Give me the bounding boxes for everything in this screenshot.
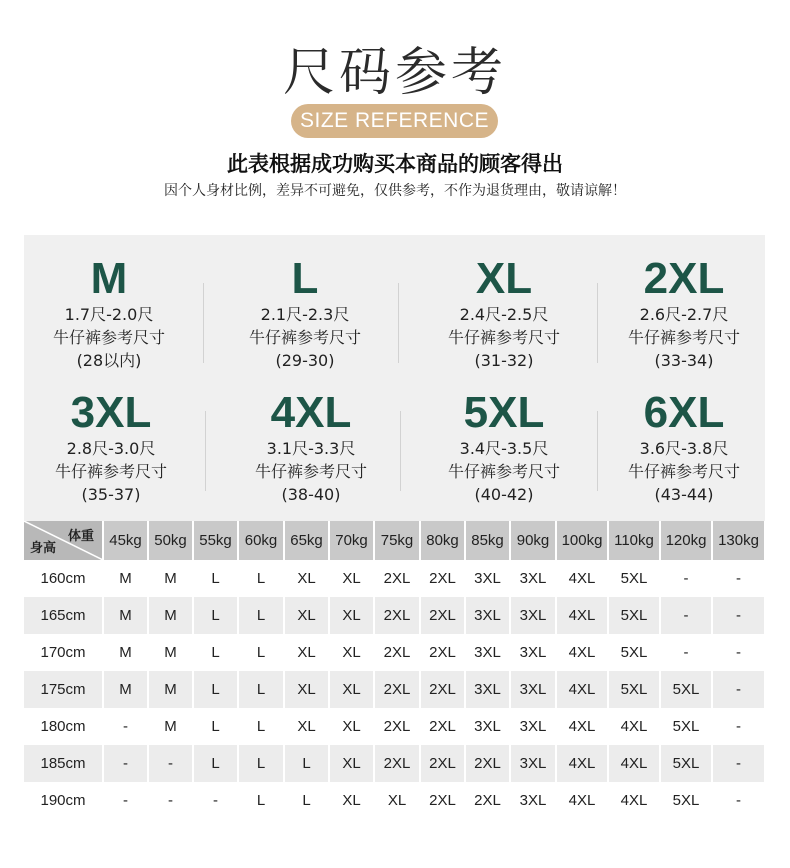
- size-cell: XL: [284, 671, 329, 708]
- size-cell: XL: [329, 671, 374, 708]
- size-ref: (33-34): [654, 351, 714, 370]
- size-cell: M: [103, 597, 148, 634]
- size-range: 2.4尺-2.5尺: [459, 305, 549, 324]
- size-range: 2.8尺-3.0尺: [66, 439, 156, 458]
- size-cell: -: [148, 782, 193, 819]
- size-ref: (28以内): [76, 351, 142, 370]
- size-cell: XL: [284, 597, 329, 634]
- size-cell: -: [148, 745, 193, 782]
- size-cell: 4XL: [556, 745, 608, 782]
- size-cell: 3XL: [465, 597, 510, 634]
- size-desc: 牛仔裤参考尺寸: [447, 462, 560, 481]
- size-cell: M: [103, 634, 148, 671]
- weight-header: 100kg: [556, 521, 608, 560]
- size-name: 6XL: [643, 388, 725, 437]
- weight-header: 90kg: [510, 521, 556, 560]
- size-range: 3.1尺-3.3尺: [266, 439, 356, 458]
- size-name: 5XL: [463, 388, 545, 437]
- size-cell: 3XL: [510, 560, 556, 597]
- size-cell: 2XL: [374, 671, 420, 708]
- size-cell: M: [103, 560, 148, 597]
- size-cell: L: [238, 597, 284, 634]
- size-cell: 2XL: [420, 708, 465, 745]
- size-cell: 2XL: [420, 634, 465, 671]
- size-cell: 2XL: [465, 745, 510, 782]
- size-cell: 3XL: [510, 597, 556, 634]
- size-cell: -: [712, 560, 765, 597]
- weight-header: 70kg: [329, 521, 374, 560]
- size-cell: L: [193, 634, 238, 671]
- size-cell: 3XL: [510, 782, 556, 819]
- size-name: XL: [475, 254, 533, 303]
- size-cell: -: [712, 782, 765, 819]
- size-cell: -: [712, 597, 765, 634]
- size-cell: -: [660, 560, 712, 597]
- size-cell: L: [238, 671, 284, 708]
- size-card: [594, 255, 774, 372]
- size-cell: -: [712, 671, 765, 708]
- size-ref: (38-40): [281, 485, 341, 504]
- size-cell: 4XL: [556, 708, 608, 745]
- size-cell: 5XL: [660, 782, 712, 819]
- size-cell: M: [148, 671, 193, 708]
- size-cell: 2XL: [420, 597, 465, 634]
- size-name: L: [291, 254, 319, 303]
- weight-header: 65kg: [284, 521, 329, 560]
- subtitle: 此表根据成功购买本商品的顾客得出: [227, 152, 563, 176]
- size-cell: 5XL: [608, 597, 660, 634]
- size-cell: M: [148, 560, 193, 597]
- size-name: M: [90, 254, 128, 303]
- size-cell: 2XL: [465, 782, 510, 819]
- size-cell: 2XL: [420, 782, 465, 819]
- size-cell: 2XL: [374, 634, 420, 671]
- size-name: 3XL: [70, 388, 152, 437]
- size-card: [414, 389, 594, 506]
- size-table-body: [24, 560, 765, 819]
- weight-header: 120kg: [660, 521, 712, 560]
- size-cell: L: [238, 745, 284, 782]
- weight-header: 75kg: [374, 521, 420, 560]
- size-range: 2.1尺-2.3尺: [260, 305, 350, 324]
- height-cell: 160cm: [24, 560, 103, 597]
- size-cell: 5XL: [660, 745, 712, 782]
- weight-header: 85kg: [465, 521, 510, 560]
- table-row: [24, 671, 765, 708]
- size-cell: L: [193, 745, 238, 782]
- size-cell: -: [660, 597, 712, 634]
- size-cell: 2XL: [374, 708, 420, 745]
- divider: [203, 283, 204, 363]
- size-cell: 5XL: [660, 708, 712, 745]
- size-cell: 4XL: [556, 597, 608, 634]
- divider: [400, 411, 401, 491]
- height-cell: 180cm: [24, 708, 103, 745]
- size-cell: M: [148, 634, 193, 671]
- size-cell: 3XL: [465, 560, 510, 597]
- size-card: [221, 389, 401, 506]
- size-cell: L: [238, 560, 284, 597]
- size-desc: 牛仔裤参考尺寸: [627, 328, 740, 347]
- height-cell: 170cm: [24, 634, 103, 671]
- height-cell: 175cm: [24, 671, 103, 708]
- size-cell: L: [284, 782, 329, 819]
- weight-header: 110kg: [608, 521, 660, 560]
- size-cell: XL: [284, 708, 329, 745]
- table-row: [24, 745, 765, 782]
- size-cell: 4XL: [556, 671, 608, 708]
- table-row: [24, 560, 765, 597]
- size-cell: M: [148, 708, 193, 745]
- size-range: 2.6尺-2.7尺: [639, 305, 729, 324]
- size-range: 3.4尺-3.5尺: [459, 439, 549, 458]
- size-cell: 5XL: [608, 671, 660, 708]
- size-cell: L: [193, 671, 238, 708]
- size-cell: XL: [284, 634, 329, 671]
- weight-header: 60kg: [238, 521, 284, 560]
- size-cell: XL: [329, 782, 374, 819]
- table-corner-header: [24, 521, 103, 560]
- size-guide-panel: [24, 235, 765, 521]
- size-desc: 牛仔裤参考尺寸: [54, 462, 167, 481]
- size-cell: -: [103, 708, 148, 745]
- height-cell: 190cm: [24, 782, 103, 819]
- size-cell: XL: [284, 560, 329, 597]
- weight-header-row: [24, 521, 765, 560]
- size-cell: 3XL: [465, 634, 510, 671]
- height-cell: 165cm: [24, 597, 103, 634]
- weight-header: 130kg: [712, 521, 765, 560]
- size-cell: 2XL: [374, 745, 420, 782]
- size-range: 3.6尺-3.8尺: [639, 439, 729, 458]
- size-card: [19, 255, 199, 372]
- size-table: [24, 521, 766, 819]
- weight-header: 55kg: [193, 521, 238, 560]
- size-cell: 4XL: [556, 782, 608, 819]
- size-cell: L: [193, 708, 238, 745]
- size-cell: L: [238, 708, 284, 745]
- weight-header: 50kg: [148, 521, 193, 560]
- size-card: [215, 255, 395, 372]
- size-cell: XL: [329, 597, 374, 634]
- size-name: 2XL: [643, 254, 725, 303]
- divider: [398, 283, 399, 363]
- size-cell: -: [660, 634, 712, 671]
- height-label: 身高: [30, 541, 57, 556]
- size-cell: XL: [329, 634, 374, 671]
- size-reference-badge: SIZE REFERENCE: [291, 104, 498, 138]
- size-desc: 牛仔裤参考尺寸: [52, 328, 165, 347]
- size-cell: M: [148, 597, 193, 634]
- size-cell: XL: [329, 745, 374, 782]
- size-ref: (29-30): [275, 351, 335, 370]
- size-ref: (40-42): [474, 485, 534, 504]
- weight-label: 体重: [67, 529, 94, 544]
- size-cell: 4XL: [556, 560, 608, 597]
- size-cell: 3XL: [510, 745, 556, 782]
- size-card: [21, 389, 201, 506]
- size-cell: 4XL: [608, 745, 660, 782]
- size-cell: XL: [374, 782, 420, 819]
- size-cell: 3XL: [465, 671, 510, 708]
- size-cell: 2XL: [374, 597, 420, 634]
- size-cell: -: [712, 745, 765, 782]
- size-cell: M: [103, 671, 148, 708]
- size-cell: -: [712, 708, 765, 745]
- height-cell: 185cm: [24, 745, 103, 782]
- size-ref: (31-32): [474, 351, 534, 370]
- size-cell: 5XL: [608, 634, 660, 671]
- disclaimer-note: 因个人身材比例，差异不可避免，仅供参考，不作为退货理由，敬请谅解！: [164, 183, 626, 199]
- size-cell: XL: [329, 560, 374, 597]
- size-card: [414, 255, 594, 372]
- size-cell: -: [103, 782, 148, 819]
- size-cell: L: [238, 634, 284, 671]
- table-row: [24, 782, 765, 819]
- page-title: 尺码参考: [282, 43, 507, 103]
- size-range: 1.7尺-2.0尺: [64, 305, 154, 324]
- size-cell: 4XL: [556, 634, 608, 671]
- weight-header: 45kg: [103, 521, 148, 560]
- size-cell: 3XL: [510, 708, 556, 745]
- size-cell: 4XL: [608, 782, 660, 819]
- size-cell: 3XL: [510, 671, 556, 708]
- size-cell: 2XL: [420, 560, 465, 597]
- size-name: 4XL: [270, 388, 352, 437]
- size-cell: 4XL: [608, 708, 660, 745]
- size-cell: 3XL: [465, 708, 510, 745]
- size-cell: 2XL: [420, 671, 465, 708]
- size-cell: L: [193, 597, 238, 634]
- divider: [205, 411, 206, 491]
- table-row: [24, 597, 765, 634]
- size-cell: 2XL: [374, 560, 420, 597]
- size-desc: 牛仔裤参考尺寸: [447, 328, 560, 347]
- size-cell: -: [712, 634, 765, 671]
- size-cell: L: [193, 560, 238, 597]
- size-cell: L: [238, 782, 284, 819]
- size-ref: (43-44): [654, 485, 714, 504]
- table-row: [24, 708, 765, 745]
- size-card: [594, 389, 774, 506]
- size-cell: -: [193, 782, 238, 819]
- size-desc: 牛仔裤参考尺寸: [627, 462, 740, 481]
- size-cell: 2XL: [420, 745, 465, 782]
- size-cell: 5XL: [608, 560, 660, 597]
- size-cell: 5XL: [660, 671, 712, 708]
- table-row: [24, 634, 765, 671]
- size-ref: (35-37): [81, 485, 141, 504]
- weight-header: 80kg: [420, 521, 465, 560]
- size-cell: 3XL: [510, 634, 556, 671]
- size-desc: 牛仔裤参考尺寸: [254, 462, 367, 481]
- size-cell: L: [284, 745, 329, 782]
- size-cell: XL: [329, 708, 374, 745]
- size-desc: 牛仔裤参考尺寸: [248, 328, 361, 347]
- size-cell: -: [103, 745, 148, 782]
